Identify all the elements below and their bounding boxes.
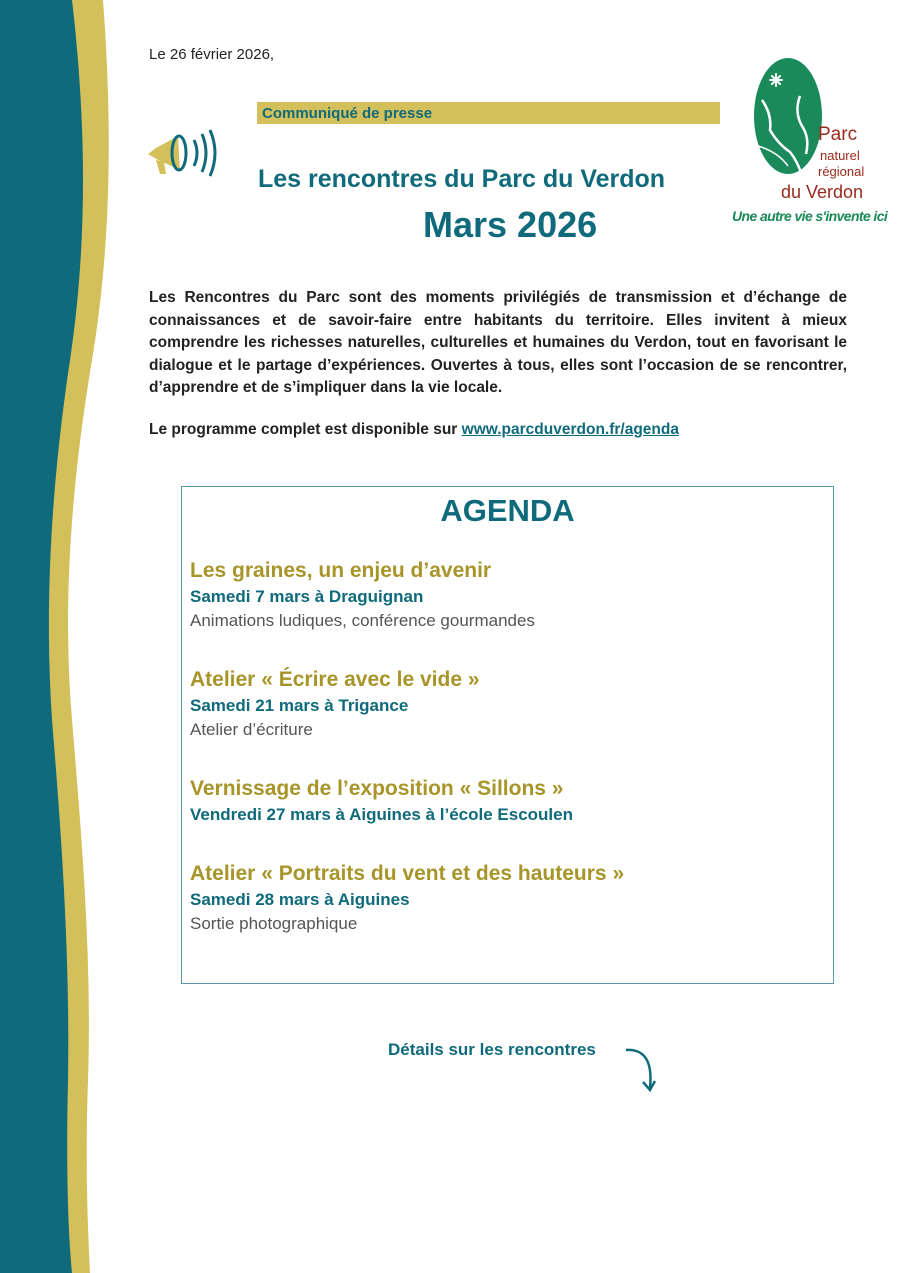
details-link[interactable]: Détails sur les rencontres (388, 1040, 596, 1059)
agenda-link[interactable]: www.parcduverdon.fr/agenda (461, 421, 679, 438)
press-release-banner (257, 102, 720, 124)
intro-paragraph: Les Rencontres du Parc sont des moments privilégiés de transmission et d’échange de connaissances et de savoir-faire entre habitants du territoire. Elles invitent à mieux comprendre les richesses naturelles, culturelles et humaines du Verdon, tout en favorisant le dialogue et le partage d’expériences. Ouvertes à tous, elles sont l’occasion de se rencontrer, d’apprendre et de s’impliquer dans la vie locale. (149, 289, 847, 396)
logo-text-parc: Parc (818, 124, 858, 145)
agenda-event (190, 775, 820, 827)
logo-text-verdon: du Verdon (781, 182, 864, 202)
event-date: Samedi 21 mars à Trigance (190, 696, 409, 715)
logo-tagline: Une autre vie s'invente ici (732, 208, 888, 224)
event-title: Vernissage de l’exposition « Sillons » (190, 777, 564, 800)
event-date: Vendredi 27 mars à Aiguines à l’école Escoulen (190, 805, 573, 824)
page-title: Les rencontres du Parc du Verdon (258, 165, 666, 193)
event-title: Les graines, un enjeu d’avenir (190, 559, 492, 582)
megaphone-icon (144, 124, 224, 184)
event-title: Atelier « Portraits du vent et des hauteurs » (190, 862, 625, 885)
banner-label: Communiqué de presse (262, 105, 433, 122)
logo-text-naturel: naturel (820, 148, 860, 163)
logo-text-regional: régional (818, 164, 865, 179)
event-description: Sortie photographique (190, 914, 358, 933)
event-date: Samedi 7 mars à Draguignan (190, 587, 424, 606)
agenda-event (190, 666, 820, 742)
agenda-event (190, 557, 820, 633)
agenda-title: AGENDA (440, 493, 575, 528)
press-date: Le 26 février 2026, (149, 46, 275, 63)
park-logo-emblem (748, 56, 828, 186)
park-logo (730, 54, 888, 234)
event-title: Atelier « Écrire avec le vide » (190, 668, 480, 691)
page-subtitle: Mars 2026 (423, 204, 598, 245)
curved-arrow-icon (620, 1040, 660, 1096)
decorative-wave (0, 0, 130, 1273)
event-description: Atelier d’écriture (190, 720, 313, 739)
event-date: Samedi 28 mars à Aiguines (190, 890, 410, 909)
agenda-box (181, 486, 834, 984)
event-description: Animations ludiques, conférence gourmandes (190, 611, 535, 630)
agenda-event (190, 860, 820, 936)
program-text: Le programme complet est disponible sur (149, 421, 462, 438)
program-line (149, 421, 679, 439)
